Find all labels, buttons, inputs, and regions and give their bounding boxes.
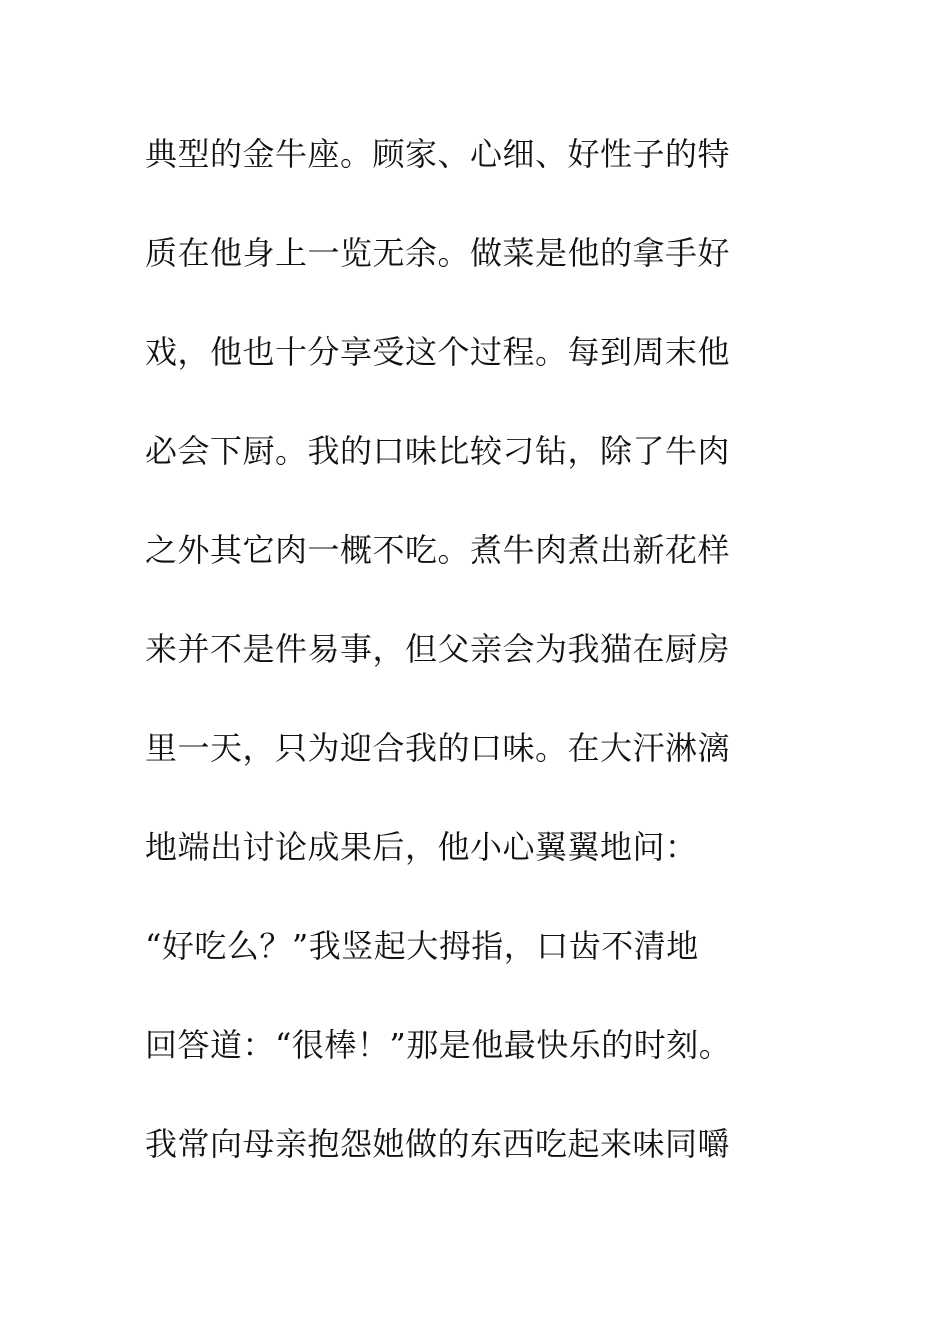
text-line-8: 地端出讨论成果后，他小心翼翼地问： [145, 828, 698, 866]
text-line-10: 回答道：“很棒！”那是他最快乐的时刻。 [145, 1026, 732, 1064]
text-line-1: 典型的金牛座。顾家、心细、好性子的特 [145, 135, 731, 173]
text-line-5: 之外其它肉一概不吃。煮牛肉煮出新花样 [145, 531, 731, 569]
text-line-4: 必会下厨。我的口味比较刁钻，除了牛肉 [145, 432, 731, 470]
text-line-11: 我常向母亲抱怨她做的东西吃起来味同嚼 [145, 1125, 731, 1163]
text-line-2: 质在他身上一览无余。做菜是他的拿手好 [145, 234, 731, 272]
text-line-9: “好吃么？”我竖起大拇指，口齿不清地 [145, 927, 699, 965]
text-line-6: 来并不是件易事，但父亲会为我猫在厨房 [145, 630, 731, 668]
text-line-3: 戏，他也十分享受这个过程。每到周末他 [145, 333, 731, 371]
body-text [145, 122, 865, 1211]
text-line-7: 里一天，只为迎合我的口味。在大汗淋漓 [145, 729, 731, 767]
